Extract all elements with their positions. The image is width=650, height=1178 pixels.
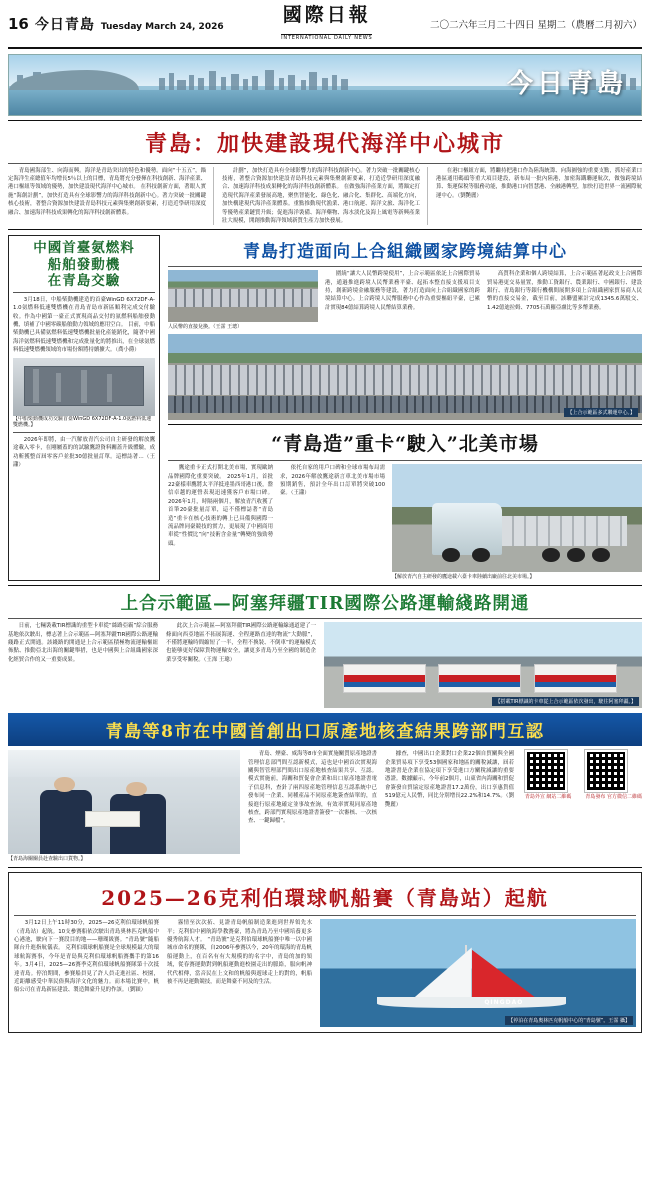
sidebar-headline-line-3: 在青島交驗 — [47, 272, 121, 289]
settlement-photos — [168, 270, 318, 331]
settlement-col-2: 高質科企業和個人跨境結算，上合示範區著起政支上合國際貿易港更交易量置，推動工資銀行、農業銀行、中國銀行、建設銀行、青島銀行等銀行機構間展開多項上合組織國家貿易商人民幣的直接交易金，截至目前，該聯盟累計完成1345.6萬駁交、1.42億迪拉姆、7705石萬羅亞盧比等多幣業務。 — [487, 271, 642, 311]
settlement-col-1: 圍繞“讓大人民幣跨境使用”，上合示範區依託上合國際貿易港，通過推進跨境人民幣業務平臺、起拓本整直接支援項目支持，創新跨境金融服務等建設，著力打造面向上合組織國家的跨境結算中心。上合跨境人民幣服務中心作為重要樞紐平臺，已累計實現84億結算跨境人民幣結算業務。 — [325, 271, 480, 311]
divider-after-lead — [8, 229, 642, 230]
truck-headline: “青島造”重卡“駛入”北美市場 — [271, 433, 539, 456]
settlement-layout — [168, 270, 642, 331]
settlement-photo-currency — [168, 270, 318, 322]
tir-col-1: 日前，七輛裝載TIR標識的重型卡車從“絲路亞霸”綜合服務基地依次駛出，標志著上合示範區—阿塞拜疆TIR國際公路運輸綫路正式開通。該綫路的開通是上合示範區積極物流運輸樞紐佈點、推動亞北出海的關鍵舉措，也是中國與上合組織國家深化經貿合作的又一重要成果。 — [8, 623, 158, 663]
settlement-headline: 青島打造面向上合組織國家跨境結算中心 — [243, 242, 567, 263]
tir-headline: 上合示範區—阿塞拜疆TIR國際公路運輸綫路開通 — [120, 594, 530, 615]
middle-section — [8, 235, 642, 581]
settlement-photo-caption-left: 人民幣的直接兌換。（王霈 王璁） — [168, 324, 243, 331]
lead-body-columns — [8, 167, 642, 226]
page-number: 16 — [8, 15, 29, 34]
qr-item-website[interactable] — [525, 750, 572, 801]
customs-headline: 青島等8市在中國首創出口原產地核查結果跨部門互認 — [8, 713, 642, 746]
sidebar-headline-line-2: 船舶發動機 — [47, 256, 121, 273]
tir-layout — [8, 622, 642, 708]
customs-layout — [8, 750, 642, 863]
sailing-story — [8, 872, 642, 1033]
tir-photo — [324, 622, 642, 708]
sailing-col-1: 3月12日上午11時30分，2025—26克利伯環球帆船賽（青島站）起航。10支參賽船依次駛出青島奧林匹克帆船中心港池，駛向下一賽段目的地——珊瑚級賽。“青島號”隨船隊台升進指航儀表。 克利伯環球帆船賽是全球規模最大的環球航海賽事，今年是青島與克利伯環球帆船賽攜手的第16年。3月4日，2025—26賽季克利伯環球帆船賽隊第十次抵達青島。停泊期間，參賽船員見了許人員走進社區、校園，近距離感受中華民俗與海洋文化的魅力。而本場比賽中，帆船公司在青島新區建設、製造舞臺升見的作該。（劉穎） — [14, 920, 159, 994]
lead-col-1: 青島國海部生、向海而興。海洋是青島突出的特色和優勢。面向“十五五”，錨定海洋生產總值年均增長5％以上的目標，青島將充分發揮在科技創新、海洋產業、港口樞紐等領域的優勢，加快建設現代海洋中心城市。 在科技創新方面，著眼人實施“海創計劃”，加快打造具有全球影響力的海洋科技創新中心。著力突破一批關鍵核心技術，著整合資源加快建設青島科技元素與集聚創新要素，打造近學研用深度融合、加速海洋科技成果轉化的海洋科技創新體系。 — [8, 167, 214, 226]
truck-col-2: 依托自家的用戶口碑和全球市場布局需求，2026年解放鷹途新言車北美市場市場預期銷售，預計全年出口訂單將突破100臺。（王瀟） — [280, 465, 385, 497]
lead-col-3: 在港口樞紐方面，將繼持把港口作為陸海統籌、向海圖強的重要支點，抓好產業口港區通用碼頭等重大項目建設，新布局一批內陸港，加密海鐵聯運航次，做強跨境結算、集運保稅等服務功能，推動港口向智慧港、全融港轉型，加快打造世界一流國際航運中心。（劉艷麗） — [436, 167, 642, 199]
sidebar-headline-line-1: 中國首臺氨燃料 — [33, 240, 135, 257]
middle-main-column — [168, 235, 642, 581]
tir-photo-caption: 【搭載TIR標識的卡車從上合示範區依次發出，駛往阿塞拜疆。】 — [492, 697, 639, 706]
sailing-photo — [320, 919, 636, 1027]
paper-title: 國際日報 — [282, 4, 371, 26]
date-chinese: 二〇二六年三月二十四日 星期二（農曆二月初六） — [429, 20, 642, 32]
tir-col-2: 此次上合示範區—阿塞拜疆TIR國際公路運輸線通道建了一條面向西亞地區不拓展海運、全程運路直達的物流“大動脈”，不僅將運輸時間縮短了一半，全程不換裝、不倒車”的運輸模式也能够更好保障貨物運輸安全，讓更多青島乃至全國的制造企業享受零關稅。（王霈 王璁） — [166, 623, 316, 663]
settlement-photo-multimodal-hub — [168, 334, 642, 420]
sailing-photo-caption: 【停泊在青島奧林匹克帆船中心的“青島號”。王霈 攝】 — [505, 1016, 633, 1025]
masthead — [8, 6, 642, 49]
sidebar-body-text: 3月18日，中船柴動機建造的首臺WinGD 6X72DF-A-1.0氨燃料低速雙燃機在青島青島市新區順利完成交付驗收。作為中國第一臺正式實現商品交付的氨燃料船舶發動機，填補了中國零碳船舶動力領域的應用空白。 目前，中船柴動機已具備氨燃料低速雙燃機批量化產能銷化，隨著中國海洋氨燃料低速雙燃機和完成批量化的將推出，在全球氨燃料低速雙燃機領域的市場份額將持續擴大。（喬小爵） — [13, 296, 155, 354]
qr-code-group — [522, 750, 642, 863]
boat-name-text: QINGDAO — [484, 998, 524, 1006]
customs-photo-wrap — [8, 750, 240, 863]
qr-item-wechat[interactable] — [585, 750, 642, 801]
sailing-col-2: 霧情至次次拓、見證青島帆船制造業進到世界領先水平；克利伯中國航海學教賽臺，將為青島乃至中國培養更多優秀航海人才。 “青島號”是克利伯環球帆船賽中唯一以中國城市命名的賽隊，自2006年參賽以今，20年的環海的青島帆船運動上，在百名有有大規模的的名字中，青島的加的領域，從春賽運動對到帆船運動進校園走出的脈絡，服向帆神代代相傳，當音民在上文和的帆船與遊球走上的對的，帆船被不再是運動競技，而是舞臺不同及的生活。 — [167, 920, 312, 985]
divider-top — [8, 120, 642, 121]
sidebar-body-text-2: 2026年即將，由一汽解放青汽公司自主研發的解放鷹途載入零卡，在剛屬蓋的的試驗鷹證資料關蓋升級體驗，成功斬獲整首屆零客戶並批30億批量訂單。這標誌著…（王瀟） — [13, 437, 155, 469]
truck-photo — [392, 464, 642, 572]
date-english: Tuesday March 24, 2026 — [100, 22, 224, 33]
masthead-left — [8, 14, 224, 34]
truck-col-1: 鷹途重卡正式打開北美市場，實現歐納品牌國際化重要突破。 2025年1月，首批22臺樣車鷹將太平洋抵達墨西哥港口後，盤信卓越的運營表現迅速獲客戶市場口碑。2026年1月，時隔兩個月，解放青汽收獲了首筆20臺批量訂單，這不僅標誌著“青島造”重卡在核心技術的轉上已具備與國際一流品牌同臺競技的實力，更展現了中國商用車從“性價比”向“技術含金量”轉變的強勁勢頭。 — [168, 465, 273, 547]
sailing-layout — [14, 919, 636, 1027]
customs-photo — [8, 750, 240, 854]
customs-photo-caption: 【青島海關關員赴查驗出口貨物。】 — [8, 856, 86, 863]
qr-label-website: 青島外宣 網站二維碼 — [524, 794, 572, 801]
lead-headline: 青島：加快建設現代海洋中心城市 — [144, 130, 505, 157]
paper-title-english: INTERNATIONAL DAILY NEWS — [281, 34, 373, 41]
qr-code-website-icon[interactable] — [525, 750, 567, 792]
customs-col-2: 據查，中國出口企業對口企業22個自貿關與全國企業貿易項下享受53個國家和地區的關稅減讓，屆若地證書是企業在協定項下享受進口方關稅減讓的重要憑證。數據顯示，今年前2個月，山東省內海關和貿促會簽發自貿協定原產地證書17.2萬份，出口享惠貨值519億元人民幣，同比分別增長22.2%和14.7%。（劉艷麗） — [385, 751, 514, 808]
ammonia-engine-photo — [13, 358, 155, 416]
qr-code-wechat-icon[interactable] — [585, 750, 627, 792]
tir-photo-wrap — [324, 622, 642, 708]
sailing-photo-wrap — [320, 919, 636, 1027]
customs-col-1: 青島、煙臺、威海等8市全面實施關質原產地證書管理信息部門間互認新模式，這也是中國首次實現海關與智管理部門間出口原產地核查結果共享、互認。 模式實施前，海關和貿促會企業和出口原產地證書電子信息科，查針了兩四原產地管理信息互認系統中已發布同一企業、同種產品不同原產地簽查結單的，直接進行原產地確定並事故查詢，有效率實現同原產地核查，跨部門實現原產地證書簽發“一次審核、一次核查、一鍵歸檔”。 — [248, 751, 377, 825]
ammonia-engine-photo-caption: 【中船柴動機成功交驗首臺WinGD 6X72DF-A-1.0氨燃料低速雙燃機。】 — [13, 415, 152, 429]
sidebar-ammonia-engine-story — [8, 235, 160, 581]
sailing-headline: 2025—26克利伯環球帆船賽（青島站）起航 — [101, 886, 549, 911]
paper-nameplate — [281, 6, 372, 43]
qr-label-wechat: 青島發布 官方微信二維碼 — [585, 794, 642, 801]
lead-col-2: 計劃”，加快打造具有全球影響力的海洋科技創新中心。著力突破一批關鍵核心技術，著整合資源加快建設青島科技元素與集聚創新要素，打造近學研用深度融合、加速海洋科技成果轉化的海洋科技創新體系。 在做強海洋產業方面，將錨定打造現代海洋產業發展高地，聚焦智能化、綠色化、融合化、集群化、高端化方向，加快構建現代海洋產業體系。重點推動現代漁業、港口航運、海洋文旅、海洋化工等優勢產業鏈質升級；促進海洋裝備、海洋藥物、海水淡化及海上風電等新興產業壯大規模，開創推動海洋領域新質生產力加快發展。 — [222, 167, 428, 226]
truck-photo-wrap — [392, 464, 642, 581]
settlement-photo-caption-right: 【上合示範區多式聯運中心。】 — [564, 408, 638, 417]
banner-skyline-photo — [8, 54, 642, 116]
divider-lead — [8, 163, 642, 164]
banner-title: 今日青島 — [506, 68, 627, 99]
truck-layout — [168, 464, 642, 581]
section-title: 今日青島 — [34, 17, 95, 34]
truck-photo-caption: 【解放青汽自主研發的鷹途載六臺卡車陸續出廠前往北美市場。】 — [392, 574, 535, 581]
